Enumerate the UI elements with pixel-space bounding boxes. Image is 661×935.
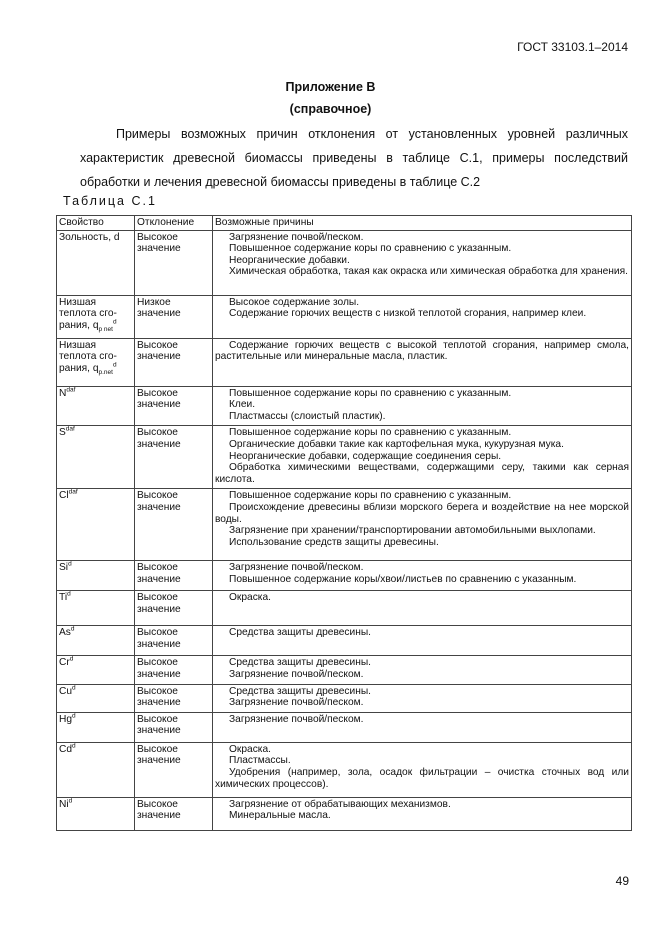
causes-cell <box>213 561 632 591</box>
cause-item: Высокое содержание золы. <box>229 296 360 308</box>
deviation-cell <box>135 295 213 338</box>
property-superscript: d <box>112 318 117 326</box>
deviation-cell <box>135 742 213 797</box>
causes-cell <box>213 684 632 712</box>
deviation-cell <box>135 656 213 684</box>
cause-item: Загрязнение почвой/песком. <box>229 668 364 680</box>
deviation-value: Высокое значение <box>137 685 181 709</box>
cause-item: Окраска. <box>229 743 271 755</box>
table-row <box>57 386 632 426</box>
cause-item: Средства защиты древесины. <box>229 627 371 639</box>
cause-item: Использование средств защиты древесины. <box>229 536 439 548</box>
cause-item: Повышенное содержание коры по сравнению с указанным. <box>229 427 512 439</box>
causes-cell <box>213 656 632 684</box>
table-row <box>57 338 632 386</box>
cause-item: Органические добавки такие как картофельная мука, кукурузная мука. <box>229 438 564 450</box>
property-name: Cr <box>59 657 70 669</box>
causes-cell <box>213 230 632 295</box>
property-cell <box>57 489 135 561</box>
table-row <box>57 712 632 742</box>
property-cell <box>57 626 135 656</box>
property-superscript: d <box>72 684 76 692</box>
property-cell <box>57 295 135 338</box>
causes-cell <box>213 426 632 489</box>
table-row <box>57 626 632 656</box>
deviation-cell <box>135 712 213 742</box>
deviation-value: Высокое значение <box>137 562 181 585</box>
table-row <box>57 295 632 338</box>
cause-item: Минеральные масла. <box>229 810 331 822</box>
deviation-value: Низкое значение <box>137 296 181 320</box>
causes-cell <box>213 742 632 797</box>
table-header-row <box>57 216 632 231</box>
property-name: Hg <box>59 713 73 725</box>
cause-item: Неорганические добавки, содержащие соединения серы. <box>229 450 502 462</box>
deviation-value: Высокое значение <box>137 490 181 513</box>
deviation-cell <box>135 426 213 489</box>
property-name: Cd <box>59 743 73 755</box>
table-row <box>57 591 632 626</box>
table-row <box>57 561 632 591</box>
deviation-cell <box>135 626 213 656</box>
property-name: Низшая теплота сго-рания, q <box>59 339 117 374</box>
causes-cell <box>213 712 632 742</box>
cause-item: Загрязнение при хранении/транспортировании автомобильными выхлопами. <box>229 525 596 537</box>
property-superscript: d <box>72 712 76 720</box>
table-row <box>57 742 632 797</box>
property-cell <box>57 684 135 712</box>
property-cell <box>57 712 135 742</box>
cause-item: Повышенное содержание коры по сравнению с указанным. <box>229 387 512 399</box>
header-deviation: Отклонение <box>135 216 213 231</box>
property-cell <box>57 742 135 797</box>
deviation-value: Высокое значение <box>137 387 181 411</box>
deviation-value: Высокое значение <box>137 798 181 822</box>
property-name: Низшая теплота сго-рания, q <box>59 296 117 331</box>
property-superscript: d <box>67 590 71 598</box>
standard-number: ГОСТ 33103.1–2014 <box>517 40 628 54</box>
table-row <box>57 797 632 830</box>
table-caption: Таблица С.1 <box>63 194 157 208</box>
deviation-cell <box>135 797 213 830</box>
property-cell <box>57 230 135 295</box>
causes-cell <box>213 626 632 656</box>
cause-item: Загрязнение почвой/песком. <box>229 231 364 243</box>
cause-item: Загрязнение от обрабатывающих механизмов. <box>229 798 451 810</box>
table-row <box>57 489 632 561</box>
deviation-cell <box>135 684 213 712</box>
cause-item: Обработка химическими веществами, содержащими серу, такими как серная кислота. <box>215 462 629 485</box>
causes-cell <box>213 295 632 338</box>
header-causes: Возможные причины <box>213 216 632 231</box>
deviation-value: Высокое значение <box>137 339 181 363</box>
cause-item: Неорганические добавки. <box>229 254 350 266</box>
property-name: Ni <box>59 798 69 810</box>
property-name: Si <box>59 562 69 574</box>
deviation-cell <box>135 561 213 591</box>
property-subscript: p net <box>98 325 113 333</box>
cause-item: Окраска. <box>229 592 271 604</box>
cause-item: Повышенное содержание коры по сравнению с указанным. <box>229 490 512 502</box>
cause-item: Загрязнение почвой/песком. <box>229 562 364 574</box>
cause-item: Удобрения (например, зола, осадок фильтрации – очистка сточных вод или химических процессов). <box>215 766 629 790</box>
cause-item: Повышенное содержание коры/хвои/листьев по сравнению с указанным. <box>229 573 577 585</box>
property-cell <box>57 591 135 626</box>
causes-cell <box>213 591 632 626</box>
deviation-value: Высокое значение <box>137 627 181 650</box>
property-superscript: d <box>70 625 75 633</box>
property-cell <box>57 426 135 489</box>
cause-item: Загрязнение почвой/песком. <box>229 713 364 725</box>
deviation-value: Высокое значение <box>137 743 181 767</box>
page-number: 49 <box>615 874 629 888</box>
deviation-value: Высокое значение <box>137 713 181 737</box>
property-superscript: daf <box>68 488 78 496</box>
intro-text: Примеры возможных причин отклонения от установленных уровней различных характеристик древесной биомассы приведены в таблице С.1, примеры последствий обработки и лечения древесной биомассы приведены в таблице С.2 <box>80 127 628 189</box>
property-cell <box>57 797 135 830</box>
header-property: Свойство <box>57 216 135 231</box>
causes-cell <box>213 797 632 830</box>
deviation-value: Высокое значение <box>137 427 181 450</box>
property-name: Зольность, d <box>59 231 120 243</box>
property-name: Cl <box>59 490 69 502</box>
property-cell <box>57 386 135 426</box>
deviation-cell <box>135 386 213 426</box>
cause-item: Загрязнение почвой/песком. <box>229 697 364 709</box>
deviation-value: Высокое значение <box>137 231 181 255</box>
cause-item: Повышенное содержание коры по сравнению с указанным. <box>229 243 512 255</box>
deviation-cell <box>135 489 213 561</box>
cause-item: Средства защиты древесины. <box>229 657 371 669</box>
property-cell <box>57 656 135 684</box>
causes-table <box>56 215 632 831</box>
intro-paragraph <box>80 122 628 194</box>
property-name: N <box>59 387 67 399</box>
causes-cell <box>213 489 632 561</box>
property-name: S <box>59 427 66 439</box>
property-superscript: daf <box>66 386 76 394</box>
property-subscript: p.net <box>98 368 113 376</box>
causes-cell <box>213 386 632 426</box>
cause-item: Происхождение древесины вблизи морского берега и воздействие на нее морской воды. <box>215 501 629 525</box>
deviation-cell <box>135 338 213 386</box>
property-superscript: d <box>68 797 73 805</box>
property-name: As <box>59 627 71 639</box>
deviation-cell <box>135 591 213 626</box>
table-row <box>57 684 632 712</box>
deviation-value: Высокое значение <box>137 657 181 680</box>
property-superscript: daf <box>65 425 75 433</box>
property-superscript: d <box>69 655 74 663</box>
table-row <box>57 656 632 684</box>
cause-item: Химическая обработка, такая как окраска или химическая обработка для хранения. <box>229 266 628 278</box>
causes-cell <box>213 338 632 386</box>
cause-item: Клеи. <box>229 399 256 411</box>
property-cell <box>57 338 135 386</box>
appendix-subtitle: (справочное) <box>289 102 372 116</box>
deviation-value: Высокое значение <box>137 592 181 615</box>
appendix-title: Приложение В <box>285 80 376 94</box>
table-row <box>57 426 632 489</box>
cause-item: Пластмассы (слоистый пластик). <box>229 410 386 422</box>
cause-item: Пластмассы. <box>229 755 291 767</box>
property-superscript: d <box>68 560 72 568</box>
deviation-cell <box>135 230 213 295</box>
property-cell <box>57 561 135 591</box>
property-name: Ti <box>59 592 68 604</box>
property-name: Cu <box>59 685 73 697</box>
property-superscript: d <box>72 742 76 750</box>
cause-item: Средства защиты древесины. <box>229 685 371 697</box>
cause-item: Содержание горючих веществ с низкой теплотой сгорания, например клеи. <box>229 308 587 320</box>
property-superscript: d <box>112 361 117 369</box>
table-row <box>57 230 632 295</box>
cause-item: Содержание горючих веществ с высокой теплотой сгорания, например смола, растительные или минеральные масла, пластик. <box>215 339 629 363</box>
